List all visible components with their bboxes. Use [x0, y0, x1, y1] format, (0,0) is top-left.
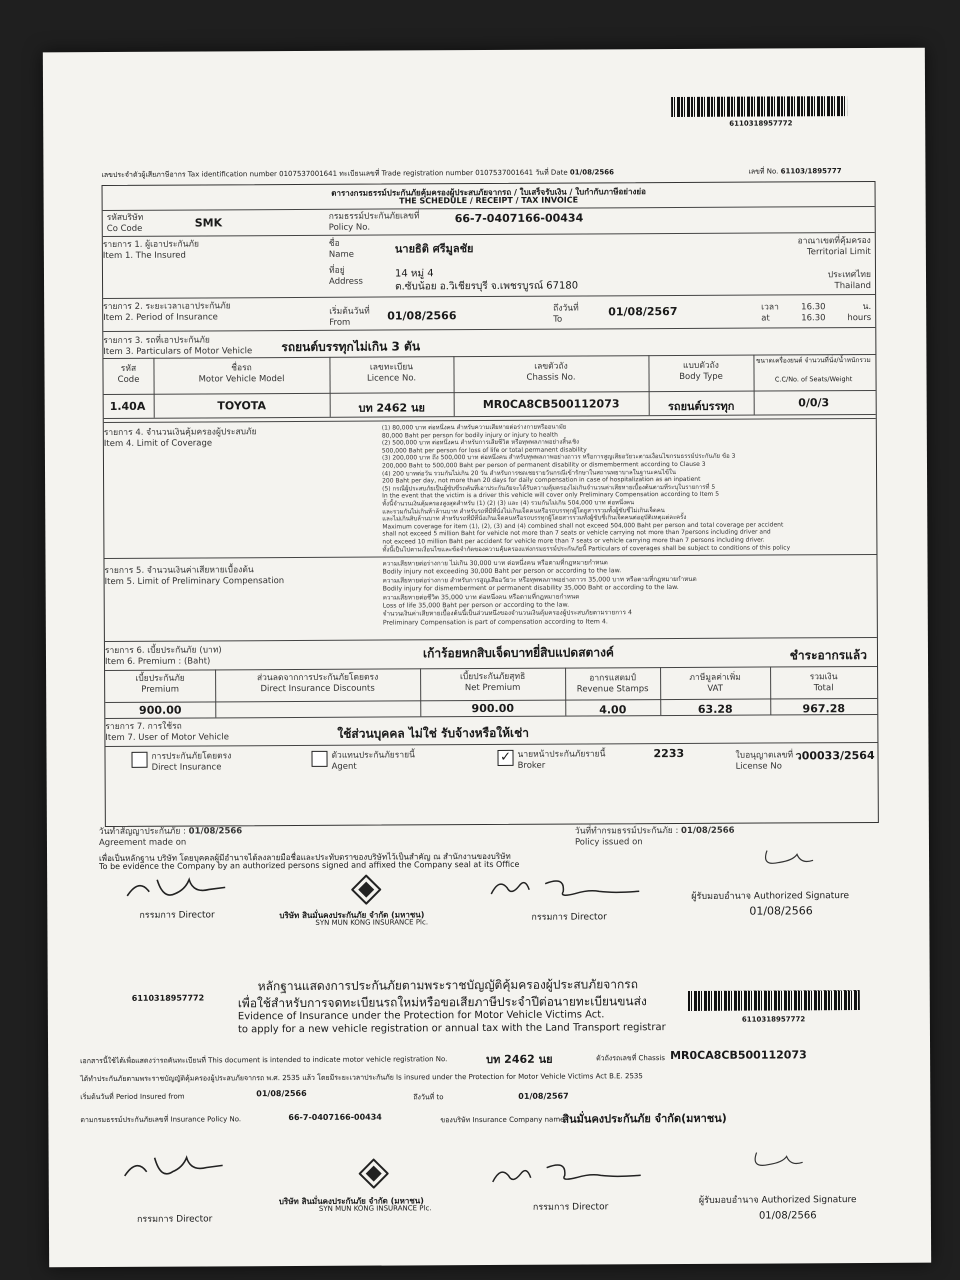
no-value: 61103/1895777 — [780, 167, 842, 176]
period-to: 01/08/2567 — [608, 304, 678, 319]
vh-model-en: Motor Vehicle Model — [198, 374, 285, 385]
authorized-label-2: ผู้รับมอบอำนาจ Authorized Signature — [698, 1195, 857, 1206]
vh-chassis-th: เลขตัวถัง — [534, 361, 568, 372]
address-line1: 14 หมู่ 4 — [394, 268, 434, 280]
name-label-en: Name — [328, 249, 354, 260]
cert-policy-label: ตามกรมธรรม์ประกันภัยเลขที่ Insurance Policy No. — [80, 1115, 242, 1125]
header-date: 01/08/2566 — [569, 168, 614, 177]
license-en: License No — [735, 761, 782, 772]
broker-th: นายหน้าประกันภัยรายนี้ — [517, 749, 606, 760]
coverage-line: Maximum coverage for item (1), (2), (3) and (4) combined shall not exceed 504,000 Baht per person and total coverage per accident — [382, 521, 784, 531]
director-signature-3 — [121, 1151, 231, 1184]
broker-en: Broker — [517, 760, 546, 771]
direct-checkbox[interactable] — [131, 752, 147, 768]
coverage-line: 80,000 Baht per person for bodily injury or injury to health — [381, 431, 558, 440]
made-date: 01/08/2566 — [188, 826, 243, 837]
prelim-line: ความเสียหายต่อร่างกาย สำหรับการสูญเสียอวัยวะ หรือทุพพลภาพอย่างถาวร 35,000 บาท หรือตามที่กฎหมายกำหนด — [382, 575, 697, 585]
policy-value: 66-7-0407166-00434 — [454, 211, 584, 226]
ph-net-th: เบี้ยประกันภัยสุทธิ — [459, 671, 526, 683]
insured-item-en: Item 1. The Insured — [102, 250, 186, 262]
prelim-line: Loss of life 35,000 Baht per person or according to the law. — [382, 601, 570, 610]
policy-issued — [575, 826, 735, 849]
vehicle-item-th: รายการ 3. รถที่เอาประกันภัย — [103, 335, 210, 347]
insured-name: นายธิติ ศรีมูลชัย — [394, 242, 474, 256]
schedule-frame — [102, 181, 879, 827]
date-label: วันที่ Date — [535, 168, 568, 177]
address-label-th: ที่อยู่ — [328, 265, 345, 276]
policy-label-en: Policy No. — [328, 222, 371, 233]
company-logo-icon-2 — [359, 1159, 389, 1189]
cert-title-th1: หลักฐานแสดงการประกันภัยตามพระราชบัญญัติคุ้มครองผู้ประสบภัยจากรถ — [257, 977, 638, 994]
trade-reg-label: ทะเบียนเลขที่ Trade registration number — [339, 169, 474, 178]
policy-label-th: กรมธรรม์ประกันภัยเลขที่ — [328, 211, 420, 222]
period-item-th: รายการ 2. ระยะเวลาเอาประกันภัย — [103, 301, 231, 313]
time-label-en: at — [761, 313, 770, 324]
director-label-1: กรรมการ Director — [139, 910, 215, 921]
vehicle-item-en: Item 3. Particulars of Motor Vehicle — [103, 346, 253, 358]
vat-value: 63.28 — [697, 702, 733, 716]
vh-licence-en: Licence No. — [366, 373, 417, 384]
issued-date: 01/08/2566 — [681, 825, 735, 836]
insured-item-th: รายการ 1. ผู้เอาประกันภัย — [102, 239, 200, 251]
user-item-en: Item 7. User of Motor Vehicle — [105, 732, 229, 743]
coverage-line: (1) 80,000 บาท ต่อหนึ่งคน สำหรับความเสียหายต่อร่างกายหรืออนามัย — [381, 423, 567, 432]
time1: 16.30 — [801, 302, 826, 313]
coverage-line: (2) 500,000 บาท ต่อหนึ่งคน สำหรับการเสียชีวิต หรือทุพพลภาพอย่างสิ้นเชิง — [381, 438, 580, 447]
cert-company-label: ของบริษัท Insurance Company name — [440, 1115, 565, 1125]
agent-en: Agent — [331, 761, 357, 772]
coverage-line: (5) กรณีผู้ประสบภัยเป็นผู้ขับขี่รถคันที่เอาประกันภัยจะได้รับความคุ้มครองไม่เกินจำนวนค่าเสียหายเบื้องต้นตามที่ระบุในรายการที่ 5 — [382, 483, 716, 493]
coverage-line: 200 Baht per day, not more than 20 days for daily compensation in case of hospitalization as an inpatient — [382, 476, 701, 485]
direct-th: การประกันภัยโดยตรง — [151, 751, 232, 762]
cert-reg-no: บท 2462 นย — [486, 1052, 553, 1067]
period-from: 01/08/2566 — [387, 309, 457, 323]
premium-value: 900.00 — [139, 703, 182, 717]
cert-doc-no-right: 6110318957772 — [741, 1015, 806, 1024]
evidence-en: To be evidence the Company by an authorized persons signed and affixed the Company seal at its Office — [99, 859, 520, 872]
from-label-en: From — [329, 317, 351, 328]
director-signature-1 — [123, 873, 233, 904]
time-label-th: เวลา — [761, 302, 779, 313]
cert-reg-label: เอกสารนี้ใช้ได้เพื่อแสดงว่ารถคันทะเบียนที่ This document is intended to indicate motor vehicle registration No. — [80, 1055, 448, 1066]
country-th: ประเทศไทย — [827, 269, 872, 281]
agent-checkbox[interactable] — [311, 751, 327, 767]
issued-th: วันที่ทำกรมธรรม์ประกันภัย : — [574, 826, 679, 837]
tax-paid: ชำระอากรแล้ว — [789, 648, 868, 663]
prelim-line: ความเสียหายต่อร่างกาย ไม่เกิน 30,000 บาท ต่อหนึ่งคน หรือตามที่กฎหมายกำหนด — [382, 559, 608, 568]
prelim-item-en: Item 5. Limit of Preliminary Compensation — [104, 576, 285, 588]
header-no — [748, 166, 841, 177]
vh-cc-en: C.C/No. of Seats/Weight — [774, 375, 853, 384]
coverage-line: และรวมกันไม่เกินห้าล้านบาท สำหรับรถที่มีที่นั่งไม่เกินเจ็ดคนหรือรถบรรทุกผู้โดยสารรวมทั้งผู้ขับขี่ไม่เกินเจ็ดคน — [382, 506, 665, 516]
premium-item-en: Item 6. Premium : (Baht) — [104, 656, 211, 668]
code-label-th: รหัสบริษัท — [106, 212, 144, 223]
coverage-text — [382, 422, 863, 554]
cert-from: 01/08/2566 — [256, 1088, 307, 1099]
coverage-item-th: รายการ 4. จำนวนเงินคุ้มครองผู้ประสบภัย — [103, 427, 257, 439]
coverage-line: ทั้งนี้จำนวนเงินคุ้มครองสูงสุดสำหรับ (1) (2) (3) และ (4) รวมกันไม่เกิน 504,000 บาท ต่อหนึ่งคน — [382, 499, 635, 508]
total-value: 967.28 — [802, 702, 846, 716]
ph-total-th: รวมเงิน — [809, 672, 838, 683]
license-th: ใบอนุญาตเลขที่ — [735, 750, 794, 761]
made-en: Agreement made on — [98, 837, 187, 849]
cert-chassis: MR0CA8CB500112073 — [670, 1048, 807, 1063]
cert-company: สินมั่นคงประกันภัย จำกัด(มหาชน) — [562, 1111, 727, 1126]
vh-licence-th: เลขทะเบียน — [369, 362, 414, 373]
territory-th: อาณาเขตที่คุ้มครอง — [797, 235, 871, 247]
company-name-th-1: บริษัท สินมั่นคงประกันภัย จำกัด (มหาชน) — [279, 910, 425, 921]
authorized-date-1: 01/08/2566 — [749, 904, 813, 918]
stamp-value: 4.00 — [599, 703, 627, 717]
coverage-line: ทั้งนี้เป็นไปตามเงื่อนไขและข้อจำกัดของความคุ้มครองแห่งกรมธรรม์ประกันภัยนี้ Particulars of coverages shall be subject to conditions of this policy — [382, 543, 791, 554]
company-logo-icon — [351, 875, 381, 905]
cert-title-en1: Evidence of Insurance under the Protection for Motor Vehicle Victims Act. — [237, 1009, 605, 1023]
vehicle-code: 1.40A — [109, 399, 146, 413]
director-label-2: กรรมการ Director — [531, 912, 607, 923]
tax-id: 0107537001641 — [279, 169, 338, 179]
unit-th: น. — [862, 301, 872, 313]
preliminary-text — [382, 558, 862, 628]
evidence-th: เพื่อเป็นหลักฐาน บริษัท โดยบุคคลผู้มีอำนาจได้ลงลายมือชื่อและประทับตราของบริษัทไว้เป็นสำคัญ ณ สำนักงานของบริษัท — [99, 851, 511, 864]
ph-vat-th: ภาษีมูลค่าเพิ่ม — [689, 672, 741, 683]
license-no: ว00033/2564 — [795, 748, 875, 763]
discount-value — [215, 702, 420, 703]
ph-premium-en: Premium — [141, 684, 180, 695]
coverage-line: not exceed 10 million Baht per accident for vehicle more than 7 seats or vehicle carrying more than 7 persons including driver. — [382, 536, 765, 546]
coverage-line: 200,000 Baht to 500,000 Baht per person of permanent disability or dismemberment according to Clause 3 — [381, 460, 706, 470]
trade-reg: 0107537001641 — [475, 168, 534, 178]
vehicle-type-desc: รถยนต์บรรทุกไม่เกิน 3 ตัน — [281, 339, 421, 355]
made-th: วันทำสัญญาประกันภัย : — [98, 826, 186, 838]
net-premium-value: 900.00 — [471, 701, 515, 716]
unit-en: hours — [847, 312, 872, 324]
coverage-line: shall not exceed 5 million Baht for vehicle not more than 7 seats or vehicle carrying not more than 7persons including driver and — [382, 528, 771, 538]
agreement-made — [99, 826, 242, 849]
vh-body-en: Body Type — [679, 371, 723, 382]
cert-to-label: ถึงวันที่ to — [413, 1093, 444, 1102]
title-th: ตารางกรมธรรม์ประกันภัยคุ้มครองผู้ประสบภัยจากรถ / ใบเสร็จรับเงิน / ใบกำกับภาษีอย่างย่อ — [331, 187, 646, 198]
ph-discount-en: Direct Insurance Discounts — [260, 683, 375, 695]
vehicle-body: รถยนต์บรรทุก — [667, 399, 735, 414]
vehicle-licence: บท 2462 นย — [358, 401, 425, 415]
prelim-line: Bodily injury not exceeding 30,000 Baht per person or according to the law. — [382, 567, 622, 576]
to-label-en: To — [553, 314, 563, 325]
prelim-line: Bodily injury for dismemberment or permanent disability 35,000 Baht or according to the law. — [382, 584, 679, 593]
prelim-line: ความเสียหายต่อชีวิต 35,000 บาท ต่อหนึ่งคน หรือตามที่กฎหมายกำหนด — [382, 593, 580, 602]
vh-code-th: รหัส — [120, 363, 137, 374]
cert-title-th2: เพื่อใช้สำหรับการจดทะเบียนรถใหม่หรือขอเสียภาษีประจำปีต่อนายทะเบียนขนส่ง — [237, 994, 647, 1011]
header-line — [101, 167, 614, 181]
user-item-th: รายการ 7. การใช้รถ — [105, 721, 182, 732]
barcode-top — [671, 96, 847, 117]
ph-total-en: Total — [813, 683, 834, 694]
company-name-en-1: SYN MUN KONG INSURANCE Plc. — [315, 918, 429, 927]
broker-code: 2233 — [653, 746, 685, 761]
address-line2: ต.ซับน้อย อ.วิเชียรบุรี จ.เพชรบูรณ์ 67180 — [395, 280, 579, 293]
vh-chassis-en: Chassis No. — [526, 372, 576, 383]
authorized-date-2: 01/08/2566 — [758, 1210, 817, 1222]
cert-title-en2: to apply for a new vehicle registration or annual tax with the Land Transport registrar — [237, 1022, 666, 1036]
vh-code-en: Code — [117, 374, 140, 385]
vh-body-th: แบบตัวถัง — [683, 360, 719, 371]
direct-en: Direct Insurance — [151, 762, 222, 773]
country-en: Thailand — [834, 280, 872, 292]
coverage-line: 500,000 Baht per person for loss of life or total permanent disability — [381, 446, 587, 455]
agent-th: ตัวแทนประกันภัยรายนี้ — [331, 750, 415, 761]
insurance-document — [43, 48, 931, 1268]
premium-amount-text: เก้าร้อยหกสิบเจ็ดบาทยี่สิบแปดสตางค์ — [422, 645, 614, 661]
period-item-en: Item 2. Period of Insurance — [103, 312, 218, 324]
director-label-3: กรรมการ Director — [136, 1214, 213, 1225]
prelim-line: Preliminary Compensation is part of compensation according to Item 4. — [382, 618, 608, 627]
tax-id-label: เลขประจำตัวผู้เสียภาษีอากร Tax identification number — [101, 170, 277, 180]
prelim-item-th: รายการ 5. จำนวนเงินค่าเสียหายเบื้องต้น — [104, 565, 254, 577]
doc-number-top: 6110318957772 — [729, 119, 793, 128]
broker-checkbox[interactable]: ✓ — [497, 750, 513, 766]
vehicle-cc: 0/0/3 — [798, 396, 830, 410]
vh-model-th: ชื่อรถ — [231, 363, 252, 374]
coverage-line: (3) 200,000 บาท ถึง 500,000 บาท ต่อหนึ่งคน สำหรับทุพพลภาพอย่างถาวร หรือการสูญเสียอวัยวะตามเงื่อนไขกรมธรรม์ประกันภัย ข้อ 3 — [381, 453, 736, 462]
ph-stamp-en: Revenue Stamps — [576, 684, 649, 695]
ph-stamp-th: อากรแสตมป์ — [589, 673, 637, 684]
cert-from-label: เริ่มต้นวันที่ Period Insured from — [80, 1092, 185, 1102]
issued-en: Policy issued on — [574, 837, 643, 848]
address-label-en: Address — [329, 276, 363, 287]
coverage-line: และไม่เกินสิบล้านบาท สำหรับรถที่มีที่นั่งเกินเจ็ดคนหรือรถบรรทุกผู้โดยสารรวมทั้งผู้ขับขี่เกินเจ็ดคนต่ออุบัติเหตุแต่ละครั้ง — [382, 514, 687, 523]
cert-insured-line: ได้ทำประกันภัยตามพระราชบัญญัติคุ้มครองผู้ประสบภัยจากรถ พ.ศ. 2535 แล้ว โดยมีระยะเวลาประกันภัย Is insured under the Protection for Motor Vehicle Victims Act B.E. 2535 — [80, 1072, 643, 1084]
code-label-en: Co Code — [106, 223, 143, 234]
territory-en: Territorial Limit — [806, 246, 871, 258]
barcode-cert — [688, 990, 860, 1011]
ph-net-en: Net Premium — [464, 682, 521, 694]
director-label-4: กรรมการ Director — [532, 1202, 609, 1213]
company-name-en-2: SYN MUN KONG INSURANCE Plc. — [318, 1204, 432, 1213]
to-label-th: ถึงวันที่ — [553, 303, 579, 314]
director-signature-2 — [487, 873, 657, 904]
ph-discount-th: ส่วนลดจากการประกันภัยโดยตรง — [256, 672, 379, 684]
director-signature-4 — [489, 1157, 659, 1192]
vehicle-model: TOYOTA — [217, 399, 266, 413]
ph-premium-th: เบี้ยประกันภัย — [135, 673, 185, 684]
cert-doc-no-left: 6110318957772 — [131, 993, 205, 1003]
vh-cc-th: ขนาดเครื่องยนต์ จำนวนที่นั่ง/น้ำหนักรวม — [756, 355, 871, 365]
vehicle-chassis: MR0CA8CB500112073 — [482, 397, 620, 412]
premium-item-th: รายการ 6. เบี้ยประกันภัย (บาท) — [104, 645, 222, 657]
authorized-label-1: ผู้รับมอบอำนาจ Authorized Signature — [691, 891, 850, 902]
coverage-item-en: Item 4. Limit of Coverage — [103, 438, 213, 450]
authorized-signature-2 — [751, 1148, 811, 1172]
cert-chassis-label: ตัวถังรถเลขที่ Chassis — [596, 1054, 666, 1063]
company-name-th-2: บริษัท สินมั่นคงประกันภัย จำกัด (มหาชน) — [278, 1196, 424, 1207]
coverage-line: In the event that the victim is a driver this vehicle will cover only Preliminary Compensation according to Item 5 — [382, 491, 720, 500]
name-label-th: ชื่อ — [328, 238, 340, 249]
code-value: SMK — [194, 216, 223, 230]
no-label: เลขที่ No. — [748, 167, 779, 176]
cert-to: 01/08/2567 — [518, 1091, 569, 1101]
prelim-line: จำนวนเงินค่าเสียหายเบื้องต้นนี้เป็นส่วนหนึ่งของจำนวนเงินคุ้มครองผู้ประสบภัยตามรายการ 4 — [382, 609, 633, 618]
vehicle-user: ใช้ส่วนบุคคล ไม่ใช่ รับจ้างหรือให้เช่า — [337, 725, 530, 741]
cert-policy: 66-7-0407166-00434 — [288, 1112, 382, 1123]
ph-vat-en: VAT — [707, 683, 724, 694]
from-label-th: เริ่มต้นวันที่ — [329, 306, 370, 317]
authorized-signature-1 — [761, 846, 821, 870]
coverage-line: (4) 200 บาทต่อวัน รวมกันไม่เกิน 20 วัน สำหรับการชดเชยรายวันกรณีเข้ารักษาในสถานพยาบาลในฐานะคนไข้ใน — [382, 468, 677, 478]
time2: 16.30 — [801, 313, 826, 324]
title-en: THE SCHEDULE / RECEIPT / TAX INVOICE — [399, 195, 579, 206]
